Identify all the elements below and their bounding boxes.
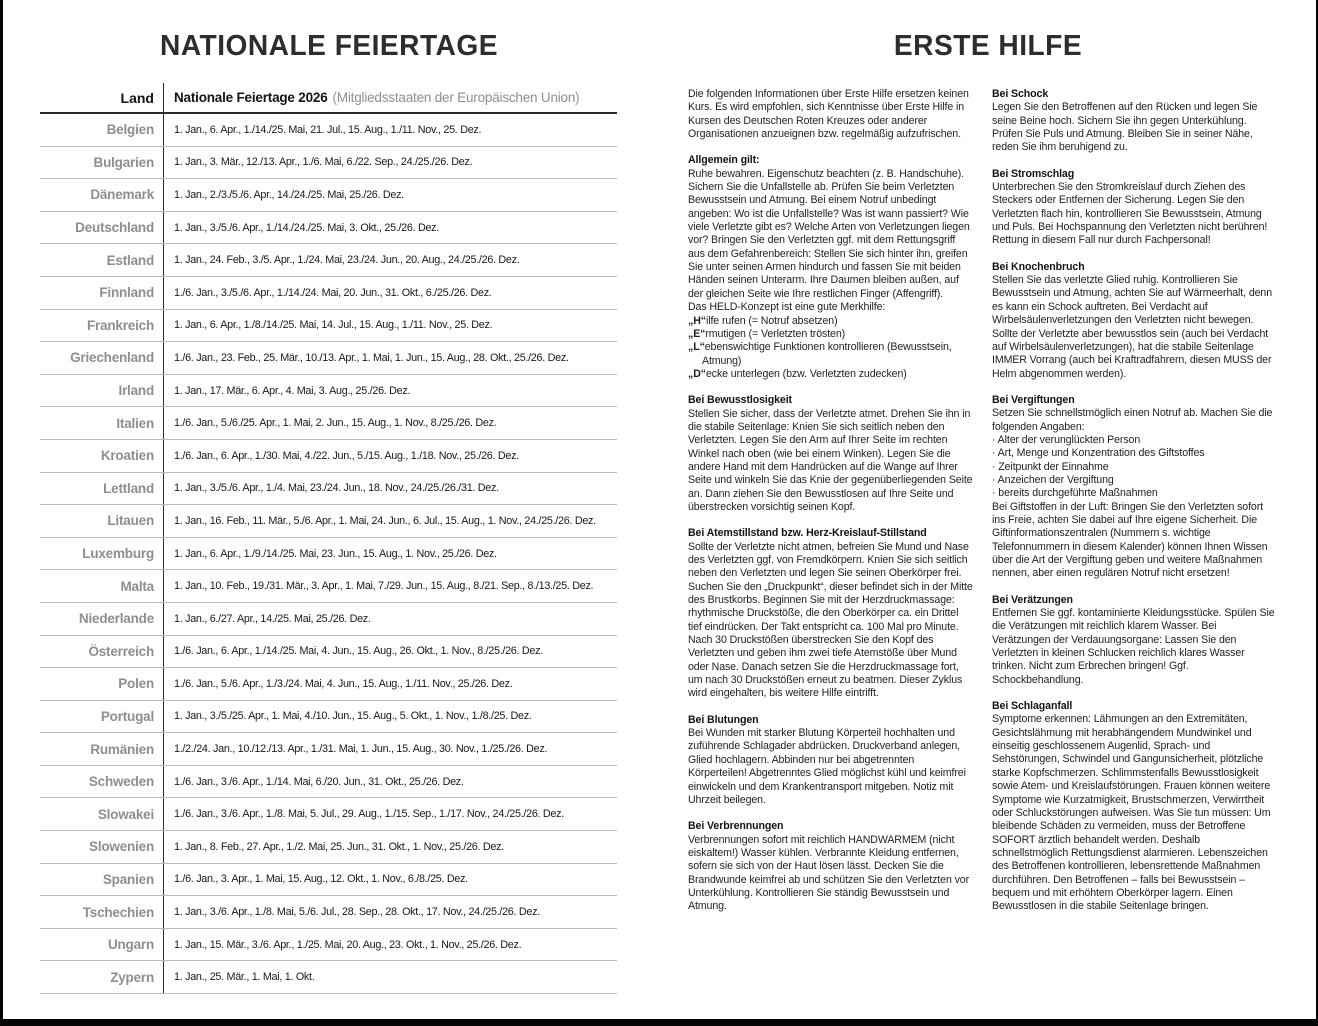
dates-cell: 1./6. Jan., 23. Feb., 25. Mär., 10./13. Apr., 1. Mai, 1. Jun., 15. Aug., 28. Okt., 25./26. Dez. [174,351,569,364]
section-paragraph: Stellen Sie das verletzte Glied ruhig. Kontrollieren Sie Bewusstsein und Atmung, achten Sie auf Wärmeerhalt, denn es kann ein Schock auftreten. Bei Verdacht auf Wirbelsäulenverletzungen den Verletzten nicht bewegen. Sollte der Verletzte aber bewusstlos sein (auch bei Verdacht auf Wirbelsäulenverletzungen), hat die stabile Seitenlage IMMER Vorrang (auch bei Kraftradfahrern, diesen MUSS der Helm abgenommen werden). [992,274,1273,380]
table-row [40,310,617,343]
table-row [40,505,617,538]
held-item [688,368,973,381]
country-cell: Spanien [40,864,164,896]
dates-cell: 1./2./24. Jan., 10./12./13. Apr., 1./31. Mai, 1. Jun., 15. Aug., 30. Nov., 1./25./26. Dez. [174,743,548,756]
table-row [40,538,617,571]
scan-edge-left [0,0,3,1026]
country-cell: Irland [40,375,164,407]
table-row [40,929,617,962]
dates-cell: 1./6. Jan., 5./6. Apr., 1./3./24. Mai, 4. Jun., 15. Aug., 1./11. Nov., 25./26. Dez. [174,677,513,690]
section-paragraph: Bei Giftstoffen in der Luft: Bringen Sie den Verletzten sofort ins Freie, achten Sie dabei auf Ihre eigene Sicherheit. Die Giftinformationszentralen (Nummern s. wichtige Telefonnummern in diesem Kalender) können Ihnen Wissen über die Art der Vergiftung geben und weitere Maßnahmen nennen, aber einen regulären Notruf nicht ersetzen! [992,500,1268,580]
dates-cell: 1./6. Jan., 3./6. Apr., 1./8. Mai, 5. Jul., 29. Aug., 1./15. Sep., 1./17. Nov., 24./25./26. Dez. [174,808,564,821]
held-item [688,341,973,368]
country-cell: Dänemark [40,179,164,211]
bullet-item: · Zeitpunkt der Einnahme [992,460,1109,473]
held-letter: „H“ [688,314,706,327]
section-heading: Bei Schock [992,88,1049,100]
section-heading: Allgemein gilt: [688,154,760,167]
bullet-item: · Art, Menge und Konzentration des Giftstoffes [992,447,1205,460]
section-heading: Bei Knochenbruch [992,260,1085,273]
holidays-table [40,83,617,994]
section-paragraph: Unterbrechen Sie den Stromkreislauf durch Ziehen des Steckers oder Entfernen der Sicherung. Legen Sie den Verletzten flach hin, kontrollieren Sie Bewusstsein, Atmung und Puls. Bei Hochspannung den Verletzten nicht berühren! Rettung in diesem Fall nur durch Fachpersonal! [992,181,1268,247]
section-paragraph: Entfernen Sie ggf. kontaminierte Kleidungsstücke. Spülen Sie die Verätzungen mit reichlich klarem Wasser. Bei Verätzungen der Verdauungsorgane: Lassen Sie den Verletzten in kleinen Schlucken reichlich klares Wasser trinken. Nicht zum Erbrechen bringen! Ggf. Schockbehandlung. [992,607,1275,686]
table-row [40,961,617,994]
country-cell: Luxemburg [40,538,164,570]
held-text: ilfe rufen (= Notruf absetzen) [705,314,838,327]
table-row [40,701,617,734]
held-text: ecke unterlegen (bzw. Verletzten zudecken) [705,367,907,380]
table-row [40,114,617,147]
table-row [40,798,617,831]
country-cell: Ungarn [40,929,164,961]
dates-cell: 1. Jan., 15. Mär., 3./6. Apr., 1./25. Mai, 20. Aug., 23. Okt., 1. Nov., 25./26. Dez. [174,938,522,951]
country-cell: Malta [40,570,164,602]
country-cell: Slowenien [40,831,164,863]
dates-cell: 1./6. Jan., 6. Apr., 1./14./25. Mai, 4. Jun., 15. Aug., 26. Okt., 1. Nov., 8./25./26. Dez. [174,645,543,658]
country-cell: Italien [40,407,164,439]
country-cell: Polen [40,668,164,700]
dates-cell: 1. Jan., 3. Mär., 12./13. Apr., 1./6. Mai, 6./22. Sep., 24./25./26. Dez. [174,156,473,169]
header-title-note: (Mitgliedsstaaten der Europäischen Union) [332,90,580,105]
dates-cell: 1. Jan., 24. Feb., 3./5. Apr., 1./24. Mai, 23./24. Jun., 20. Aug., 24./25./26. Dez. [174,254,520,267]
section-heading: Bei Verätzungen [992,593,1073,606]
dates-cell: 1./6. Jan., 5./6./25. Apr., 1. Mai, 2. Jun., 15. Aug., 1. Nov., 8./25./26. Dez. [174,417,497,430]
section-heading: Bei Schlaganfall [992,700,1073,713]
dates-cell: 1. Jan., 6./27. Apr., 14./25. Mai, 25./26. Dez. [174,612,371,625]
section-paragraph: Die folgenden Informationen über Erste Hilfe ersetzen keinen Kurs. Es wird empfohlen, sich Kenntnisse über Erste Hilfe in Kursen des Deutschen Roten Kreuzes oder anderer Organisationen anzueignen bzw. regelmäßig aufzufrischen. [688,88,969,141]
table-row [40,244,617,277]
country-cell: Kroatien [40,440,164,472]
section-heading: Bei Verbrennungen [688,820,784,833]
table-row [40,277,617,310]
dates-cell: 1. Jan., 17. Mär., 6. Apr., 4. Mai, 3. Aug., 25./26. Dez. [174,384,411,397]
dates-cell: 1./6. Jan., 3./6. Apr., 1./14. Mai, 6./20. Jun., 31. Okt., 25./26. Dez. [174,775,464,788]
table-row [40,407,617,440]
held-item [688,328,973,341]
scan-edge-bottom [0,1019,1318,1026]
first-aid-column-1 [688,88,973,914]
country-cell: Slowakei [40,798,164,830]
country-cell: Lettland [40,473,164,505]
table-row [40,668,617,701]
country-cell: Österreich [40,636,164,668]
held-letter: „E“ [688,327,706,340]
country-cell: Zypern [40,961,164,993]
table-row [40,603,617,636]
section-heading: Bei Bewusstlosigkeit [688,394,792,407]
first-aid-column-2 [992,88,1277,914]
table-row [40,212,617,245]
dates-cell: 1. Jan., 6. Apr., 1./9./14./25. Mai, 23. Jun., 15. Aug., 1. Nov., 25./26. Dez. [174,547,497,560]
table-row [40,440,617,473]
section-paragraph: Verbrennungen sofort mit reichlich HANDWARMEM (nicht eiskaltem!) Wasser kühlen. Verbrannte Kleidung entfernen, sofern sie sich von der Haut lösen lässt. Decken Sie die Brandwunde keimfrei ab und schützen Sie den Verletzten vor Unterkühlung. Kontrollieren Sie ständig Bewusstsein und Atmung. [688,833,969,913]
section-paragraph: Sollte der Verletzte nicht atmen, befreien Sie Mund und Nase des Verletzten ggf. von Fremdkörpern. Knien Sie sich seitlich neben den Verletzten und legen Sie seinen Oberkörper frei. Suchen Sie den „Druckpunkt“, dieser befindet sich in der Mitte des Brustkorbs. Beginnen Sie mit der Herzdruckmassage: rhythmische Druckstöße, die den Oberkörper ca. ein Drittel tief eindrücken. Der Takt entspricht ca. 100 Mal pro Minute. Nach 30 Druckstößen überstrecken Sie den Kopf des Verletzten und geben ihm zwei tiefe Atemstöße über Mund oder Nase. Danach setzen Sie die Herzdruckmassage fort, um nach 30 Druckstößen erneut zu beatmen. Dieser Zyklus wird eingehalten, bis weitere Hilfe eintrifft. [688,540,973,700]
dates-cell: 1. Jan., 25. Mär., 1. Mai, 1. Okt. [174,971,315,984]
header-title-bold: Nationale Feiertage 2026 [174,90,328,105]
table-row [40,831,617,864]
dates-cell: 1. Jan., 8. Feb., 27. Apr., 1./2. Mai, 25. Jun., 31. Okt., 1. Nov., 25./26. Dez. [174,840,504,853]
held-item [688,315,973,328]
section-paragraph: Bei Wunden mit starker Blutung Körperteil hochhalten und zuführende Schlagader abdrücken. Druckverband anlegen, Glied hochlagern. Abbinden nur bei abgetrennten Körperteilen! Abgetrenntes Glied möglichst kühl und keimfrei einwickeln und dem Krankentransport mitgeben. Notiz mit Uhrzeit beilegen. [688,727,966,806]
bullet-item: · bereits durchgeführte Maßnahmen [992,487,1158,500]
dates-cell: 1. Jan., 3./5./25. Apr., 1. Mai, 4./10. Jun., 15. Aug., 5. Okt., 1. Nov., 1./8./25. Dez. [174,710,532,723]
dates-cell: 1. Jan., 3./6. Apr., 1./8. Mai, 5./6. Jul., 28. Sep., 28. Okt., 17. Nov., 24./25./26. Dez. [174,906,540,919]
section-paragraph: Setzen Sie schnellstmöglich einen Notruf ab. Machen Sie die folgenden Angaben: [992,407,1273,433]
dates-cell: 1. Jan., 6. Apr., 1./14./25. Mai, 21. Jul., 15. Aug., 1./11. Nov., 25. Dez. [174,123,482,136]
country-cell: Frankreich [40,310,164,342]
section-heading: Bei Blutungen [688,713,759,726]
dates-cell: 1./6. Jan., 3. Apr., 1. Mai, 15. Aug., 12. Okt., 1. Nov., 6./8./25. Dez. [174,873,468,886]
section-paragraph: Stellen Sie sicher, dass der Verletzte atmet. Drehen Sie ihn in die stabile Seitenlage: Knien Sie sich seitlich neben den Verletzten. Legen Sie den Arm auf Ihrer Seite im rechten Winkel nach oben (wie bei einem Winken). Legen Sie die andere Hand mit dem Handrücken auf die Wange auf Ihrer Seite und winkeln Sie das Knie der gegenüberliegenden Seite an. Dann ziehen Sie den Bewusstlosen auf Ihre Seite und überstrecken vorsichtig seinen Kopf. [688,407,973,513]
country-cell: Finnland [40,277,164,309]
section-paragraph: Symptome erkennen: Lähmungen an den Extremitäten, Gesichtslähmung mit herabhängendem Mundwinkel und einseitig geschlossenem Augenlid, Sprach- und Sehstörungen, Schwindel und Gangunsicherheit, plötzliche starke Kopfschmerzen. Schlimmstenfalls Bewusstlosigkeit sowie Atem- und Kreislaufstörungen. Frauen können weitere Symptome wie Kurzatmigkeit, Brustschmerzen, Verwirrtheit oder Schluckstörungen aufweisen. Was Sie tun müssen: Um bleibende Schäden zu vermeiden, muss der Betroffene SOFORT ärztlich behandelt werden. Deshalb schnellstmöglich Rettungsdienst alarmieren. Lebenszeichen des Betroffenen kontrollieren, lebensrettende Maßnahmen durchführen. Den Betroffenen – falls bei Bewusstsein – bequem und mit erhöhtem Oberkörper lagern. Einen Bewusstlosen in die stabile Seitenlage bringen. [992,713,1271,913]
section-paragraph: Ruhe bewahren. Eigenschutz beachten (z. B. Handschuhe). Sichern Sie die Unfallstelle ab. Prüfen Sie beim Verletzten Bewusstsein und Atmung. Bei einem Notruf unbedingt angeben: Wo ist die Unfallstelle? Was ist wann passiert? Wie viele Verletzte gibt es? Welche Arten von Verletzungen liegen vor? Bringen Sie den Verletzten ggf. mit dem Rettungsgriff aus dem Gefahrenbereich: Stellen Sie sich hinter ihn, greifen Sie unter seinen Armen hindurch und fassen Sie mit beiden Händen seinen Unterarm. Ihre Daumen bleiben außen, auf der gleichen Seite wie Ihre restlichen Finger (Affengriff). [688,167,970,300]
section-lead: Das HELD-Konzept ist eine gute Merkhilfe: [688,301,886,314]
section-heading: Bei Vergiftungen [992,393,1075,406]
header-land-cell: Land [40,83,164,112]
country-cell: Niederlande [40,603,164,635]
table-row [40,473,617,506]
bullet-item: · Alter der verunglückten Person [992,433,1141,446]
table-row [40,342,617,375]
table-row [40,864,617,897]
held-text: rmutigen (= Verletzten trösten) [705,327,846,340]
country-cell: Portugal [40,701,164,733]
held-letter: „L“ [688,341,705,354]
table-row [40,636,617,669]
table-row [40,570,617,603]
section-heading: Bei Atemstillstand bzw. Herz-Kreislauf-Stillstand [688,527,927,540]
right-page-title: ERSTE HILFE [893,30,1083,62]
table-row [40,375,617,408]
dates-cell: 1. Jan., 10. Feb., 19./31. Mär., 3. Apr., 1. Mai, 7./29. Jun., 15. Aug., 8./21. Sep., 8./13./25. Dez. [174,580,594,593]
country-cell: Rumänien [40,733,164,765]
table-row [40,733,617,766]
table-header-row [40,83,617,114]
country-cell: Deutschland [40,212,164,244]
dates-cell: 1. Jan., 2./3./5./6. Apr., 14./24./25. Mai, 25./26. Dez. [174,188,404,201]
table-row [40,766,617,799]
country-cell: Schweden [40,766,164,798]
table-row [40,147,617,180]
country-cell: Litauen [40,505,164,537]
country-cell: Bulgarien [40,147,164,179]
section-heading: Bei Stromschlag [992,167,1075,180]
held-letter: „D“ [688,367,706,380]
table-body [40,114,617,994]
country-cell: Tschechien [40,896,164,928]
bullet-item: · Anzeichen der Vergiftung [992,473,1114,486]
country-cell: Estland [40,244,164,276]
dates-cell: 1. Jan., 3./5./6. Apr., 1./14./24./25. Mai, 3. Okt., 25./26. Dez. [174,221,439,234]
dates-cell: 1. Jan., 16. Feb., 11. Mär., 5./6. Apr., 1. Mai, 24. Jun., 6. Jul., 15. Aug., 1. Nov., 24./25./26. Dez. [174,514,596,527]
left-page-title: NATIONALE FEIERTAGE [160,30,498,62]
section-paragraph: Legen Sie den Betroffenen auf den Rücken und legen Sie seine Beine hoch. Sichern Sie ihn gegen Unterkühlung. Prüfen Sie Puls und Atmung. Bleiben Sie in seiner Nähe, reden Sie ihm beruhigend zu. [992,101,1258,154]
dates-cell: 1. Jan., 3./5./6. Apr., 1./4. Mai, 23./24. Jun., 18. Nov., 24./25./26./31. Dez. [174,482,499,495]
table-row [40,896,617,929]
country-cell: Belgien [40,114,164,146]
dates-cell: 1./6. Jan., 6. Apr., 1./30. Mai, 4./22. Jun., 5./15. Aug., 1./18. Nov., 25./26. Dez. [174,449,519,462]
country-cell: Griechenland [40,342,164,374]
table-row [40,179,617,212]
header-title-cell [164,83,617,112]
dates-cell: 1./6. Jan., 3./5./6. Apr., 1./14./24. Mai, 20. Jun., 31. Okt., 6./25./26. Dez. [174,286,492,299]
held-text: ebenswichtige Funktionen kontrollieren (Bewusstsein, Atmung) [702,341,952,367]
dates-cell: 1. Jan., 6. Apr., 1./8./14./25. Mai, 14. Jul., 15. Aug., 1./11. Nov., 25. Dez. [174,319,493,332]
